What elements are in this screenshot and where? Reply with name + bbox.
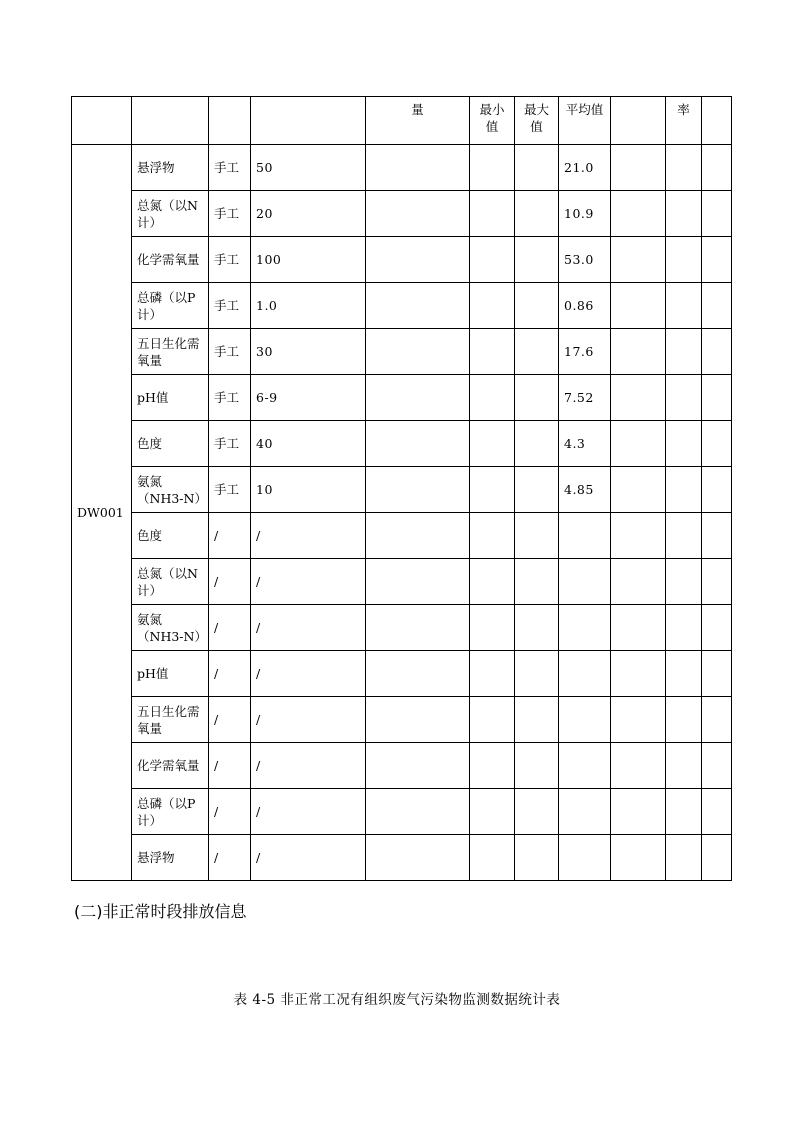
cell [470, 743, 515, 789]
pollutant-name: 总氮（以N计） [132, 559, 209, 605]
monitoring-method: 手工 [209, 237, 251, 283]
limit-value: / [251, 835, 366, 881]
cell [702, 283, 732, 329]
table-row [72, 237, 732, 283]
cell [611, 283, 666, 329]
cell [515, 421, 559, 467]
monitoring-method: 手工 [209, 375, 251, 421]
monitoring-method: / [209, 559, 251, 605]
outlet-code: DW001 [72, 145, 132, 881]
table-row [72, 789, 732, 835]
table-header-row [72, 97, 732, 145]
pollutant-name: 氨氮（NH3-N） [132, 467, 209, 513]
cell [470, 789, 515, 835]
pollutant-name: 化学需氧量 [132, 237, 209, 283]
cell [470, 191, 515, 237]
table-row [72, 329, 732, 375]
header-rate: 率 [666, 97, 702, 145]
cell [611, 743, 666, 789]
monitoring-method: / [209, 513, 251, 559]
average-value: 4.85 [559, 467, 611, 513]
cell [515, 835, 559, 881]
cell [702, 191, 732, 237]
cell [611, 605, 666, 651]
header-cell [72, 97, 132, 145]
average-value: 10.9 [559, 191, 611, 237]
cell [611, 513, 666, 559]
cell [470, 559, 515, 605]
cell [666, 237, 702, 283]
cell [515, 329, 559, 375]
header-cell [611, 97, 666, 145]
table-row [72, 145, 732, 191]
cell [515, 513, 559, 559]
table-row [72, 375, 732, 421]
cell [702, 559, 732, 605]
cell [470, 145, 515, 191]
cell [515, 743, 559, 789]
monitoring-method: / [209, 697, 251, 743]
pollutant-name: 五日生化需氧量 [132, 329, 209, 375]
cell [515, 467, 559, 513]
cell [666, 329, 702, 375]
cell [470, 605, 515, 651]
cell [515, 789, 559, 835]
table-row [72, 605, 732, 651]
cell [515, 651, 559, 697]
cell [702, 835, 732, 881]
cell [666, 375, 702, 421]
cell [611, 697, 666, 743]
average-value [559, 605, 611, 651]
header-cell [702, 97, 732, 145]
cell [366, 145, 470, 191]
monitoring-method: / [209, 743, 251, 789]
header-cell [132, 97, 209, 145]
cell [515, 191, 559, 237]
average-value: 17.6 [559, 329, 611, 375]
cell [470, 835, 515, 881]
monitoring-method: / [209, 789, 251, 835]
cell [666, 835, 702, 881]
cell [366, 191, 470, 237]
average-value [559, 835, 611, 881]
table-caption: 表 4-5 非正常工况有组织废气污染物监测数据统计表 [233, 992, 561, 1008]
cell [666, 421, 702, 467]
limit-value: / [251, 605, 366, 651]
table-row [72, 283, 732, 329]
cell [611, 237, 666, 283]
cell [702, 237, 732, 283]
cell [515, 283, 559, 329]
cell [366, 237, 470, 283]
limit-value: / [251, 697, 366, 743]
pollutant-name: pH值 [132, 375, 209, 421]
cell [611, 789, 666, 835]
cell [470, 513, 515, 559]
monitoring-method: 手工 [209, 145, 251, 191]
cell [666, 789, 702, 835]
limit-value: / [251, 743, 366, 789]
cell [666, 743, 702, 789]
header-quantity: 量 [366, 97, 470, 145]
pollutant-name: 悬浮物 [132, 835, 209, 881]
limit-value: 10 [251, 467, 366, 513]
pollutant-name: 五日生化需氧量 [132, 697, 209, 743]
table-row [72, 513, 732, 559]
cell [366, 375, 470, 421]
cell [366, 789, 470, 835]
cell [666, 283, 702, 329]
cell [702, 513, 732, 559]
average-value: 4.3 [559, 421, 611, 467]
monitoring-method: / [209, 651, 251, 697]
cell [515, 605, 559, 651]
cell [702, 697, 732, 743]
cell [611, 145, 666, 191]
cell [470, 421, 515, 467]
cell [702, 145, 732, 191]
monitoring-method: 手工 [209, 329, 251, 375]
cell [366, 329, 470, 375]
limit-value: / [251, 651, 366, 697]
monitoring-method: 手工 [209, 283, 251, 329]
pollutant-name: 化学需氧量 [132, 743, 209, 789]
cell [470, 329, 515, 375]
cell [470, 651, 515, 697]
header-cell [209, 97, 251, 145]
header-min-value: 最小值 [470, 97, 515, 145]
pollutant-name: 总氮（以N计） [132, 191, 209, 237]
cell [666, 559, 702, 605]
cell [515, 375, 559, 421]
table-row [72, 559, 732, 605]
table-row [72, 191, 732, 237]
cell [470, 697, 515, 743]
table-row [72, 467, 732, 513]
table-row [72, 651, 732, 697]
cell [366, 421, 470, 467]
monitoring-method: / [209, 605, 251, 651]
cell [611, 191, 666, 237]
cell [366, 513, 470, 559]
cell [666, 513, 702, 559]
cell [366, 467, 470, 513]
cell [366, 835, 470, 881]
cell [611, 559, 666, 605]
cell [702, 789, 732, 835]
monitoring-method: 手工 [209, 421, 251, 467]
cell [366, 605, 470, 651]
average-value [559, 743, 611, 789]
cell [366, 283, 470, 329]
average-value: 21.0 [559, 145, 611, 191]
average-value [559, 651, 611, 697]
cell [666, 467, 702, 513]
cell [515, 697, 559, 743]
cell [702, 605, 732, 651]
limit-value: 1.0 [251, 283, 366, 329]
cell [702, 421, 732, 467]
average-value [559, 513, 611, 559]
cell [702, 743, 732, 789]
limit-value: / [251, 789, 366, 835]
cell [666, 651, 702, 697]
pollutant-name: pH值 [132, 651, 209, 697]
cell [611, 421, 666, 467]
pollutant-name: 色度 [132, 513, 209, 559]
table-row [72, 835, 732, 881]
average-value [559, 697, 611, 743]
section-title: (二)非正常时段排放信息 [74, 902, 247, 921]
cell [366, 743, 470, 789]
monitoring-table [71, 96, 732, 881]
average-value [559, 559, 611, 605]
cell [666, 605, 702, 651]
cell [666, 191, 702, 237]
limit-value: / [251, 559, 366, 605]
pollutant-name: 悬浮物 [132, 145, 209, 191]
cell [702, 651, 732, 697]
monitoring-method: 手工 [209, 467, 251, 513]
table-row [72, 697, 732, 743]
cell [515, 145, 559, 191]
header-cell [251, 97, 366, 145]
average-value [559, 789, 611, 835]
header-avg-value: 平均值 [559, 97, 611, 145]
cell [702, 329, 732, 375]
cell [366, 651, 470, 697]
limit-value: 100 [251, 237, 366, 283]
cell [470, 467, 515, 513]
cell [470, 237, 515, 283]
cell [366, 697, 470, 743]
limit-value: 6-9 [251, 375, 366, 421]
cell [366, 559, 470, 605]
cell [470, 283, 515, 329]
cell [611, 375, 666, 421]
average-value: 53.0 [559, 237, 611, 283]
average-value: 0.86 [559, 283, 611, 329]
header-max-value: 最大值 [515, 97, 559, 145]
limit-value: 30 [251, 329, 366, 375]
limit-value: 50 [251, 145, 366, 191]
cell [611, 835, 666, 881]
cell [611, 329, 666, 375]
pollutant-name: 总磷（以P计） [132, 789, 209, 835]
cell [515, 559, 559, 605]
pollutant-name: 色度 [132, 421, 209, 467]
limit-value: / [251, 513, 366, 559]
cell [611, 651, 666, 697]
monitoring-method: 手工 [209, 191, 251, 237]
pollutant-name: 氨氮（NH3-N） [132, 605, 209, 651]
cell [611, 467, 666, 513]
cell [470, 375, 515, 421]
monitoring-method: / [209, 835, 251, 881]
table-row [72, 421, 732, 467]
table-row [72, 743, 732, 789]
cell [702, 467, 732, 513]
cell [515, 237, 559, 283]
cell [666, 697, 702, 743]
limit-value: 40 [251, 421, 366, 467]
limit-value: 20 [251, 191, 366, 237]
average-value: 7.52 [559, 375, 611, 421]
pollutant-name: 总磷（以P计） [132, 283, 209, 329]
cell [666, 145, 702, 191]
cell [702, 375, 732, 421]
